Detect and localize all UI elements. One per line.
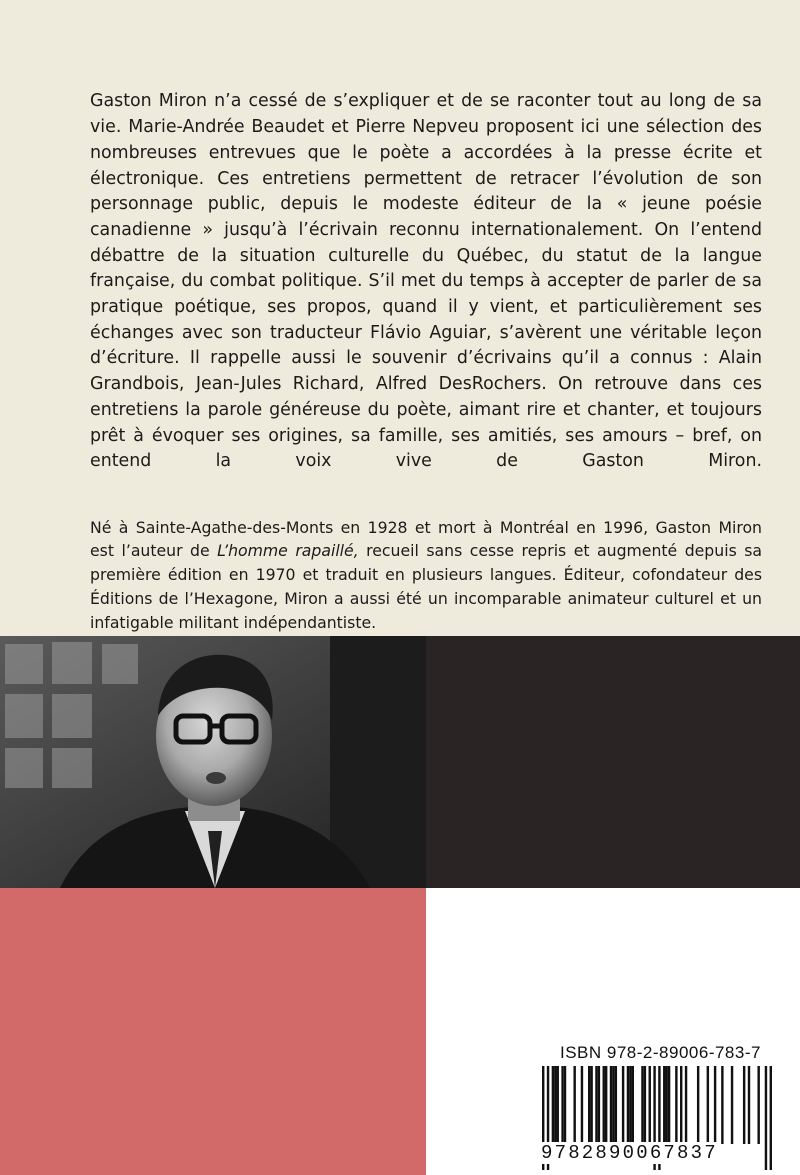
barcode-bar — [557, 1066, 559, 1144]
barcode-bar — [590, 1066, 592, 1144]
author-bio — [90, 516, 762, 635]
barcode-bar — [685, 1066, 687, 1144]
barcode-bar — [588, 1066, 590, 1144]
barcode-bar — [675, 1066, 677, 1144]
barcode-bar — [649, 1066, 651, 1144]
barcode-digits — [541, 1142, 773, 1164]
barcode-bar — [757, 1066, 759, 1144]
barcode-bar — [612, 1066, 614, 1144]
barcode-bar — [632, 1066, 634, 1144]
barcode-bar — [627, 1066, 629, 1144]
red-color-block — [0, 888, 426, 1175]
barcode-digit-text: 9782890067837 — [541, 1142, 718, 1164]
barcode-bar — [595, 1066, 597, 1144]
barcode-bar — [615, 1066, 617, 1144]
author-portrait-image — [0, 636, 426, 888]
barcode-bar — [603, 1066, 605, 1144]
author-photo — [0, 636, 426, 888]
barcode-bar — [743, 1066, 745, 1144]
barcode-bar — [680, 1066, 682, 1144]
dark-color-block — [426, 636, 800, 888]
barcode-bar — [605, 1066, 607, 1144]
barcode-bar — [629, 1066, 631, 1144]
barcode-bar — [748, 1066, 750, 1144]
book-blurb: Gaston Miron n’a cessé de s’expliquer et de se raconter tout au long de sa vie. Marie-Andrée Beaudet et Pierre Nepveu proposent ici une sélection des nombreuses entrevues que le poète a accordées à la presse écrite et électronique. Ces entretiens permettent de retracer l’évolution de son personnage public, depuis le modeste éditeur de la « jeune poésie canadienne » jusqu’à l’écrivain reconnu internationalement. On l’entend débattre de la situation culturelle du Québec, du statut de la langue française, du combat politique. S’il met du temps à accepter de parler de sa pratique poétique, ses propos, quand il y vient, et particulièrement ses échanges avec son traducteur Flávio Aguiar, s’avèrent une véritable leçon d’écriture. Il rappelle aussi le souvenir d’écrivains qu’il a connus : Alain Grandbois, Jean-Jules Richard, Alfred DesRochers. On retrouve dans ces entretiens la parole généreuse du poète, aimant rire et chanter, et toujours prêt à évoquer ses origines, sa famille, ses amitiés, ses amours – bref, on entend la voix vive de Gaston Miron. — [90, 91, 762, 472]
barcode-bar — [622, 1066, 624, 1144]
barcode-bar — [714, 1066, 716, 1144]
barcode-bar — [721, 1066, 723, 1144]
author-bio-part-1: Né à Sainte-Agathe-des-Monts en 1928 et mort à Montréal en 1996, Gaston Miron est l’auteur de — [90, 517, 762, 561]
barcode-bar — [598, 1066, 600, 1144]
barcode-bar — [644, 1066, 646, 1144]
author-bio-part-2: recueil sans cesse repris et augmenté depuis sa première édition en 1970 et traduit en plusieurs langues. Éditeur, cofondateur des Éditions de l’Hexagone, Miron a aussi été un incomparable animateur culturel et un infatigable militant indépendantiste. — [90, 541, 763, 632]
isbn-label: ISBN 978-2-89006-783-7 — [560, 1043, 761, 1062]
barcode-bar — [581, 1066, 583, 1144]
barcode-bar — [610, 1066, 612, 1144]
book-title-reference: L’homme rapaillé, — [217, 541, 359, 561]
barcode-bar — [663, 1066, 665, 1144]
barcode-bar — [665, 1066, 667, 1144]
barcode-bar — [641, 1066, 643, 1144]
barcode-bar — [668, 1066, 670, 1144]
barcode-bar — [707, 1066, 709, 1144]
barcode-bar — [697, 1066, 699, 1144]
barcode-bar — [731, 1066, 733, 1144]
barcode-bar — [564, 1066, 566, 1144]
barcode-bar — [573, 1066, 575, 1144]
barcode-bar — [552, 1066, 554, 1144]
barcode-bar — [561, 1066, 563, 1144]
barcode-bar — [554, 1066, 556, 1144]
